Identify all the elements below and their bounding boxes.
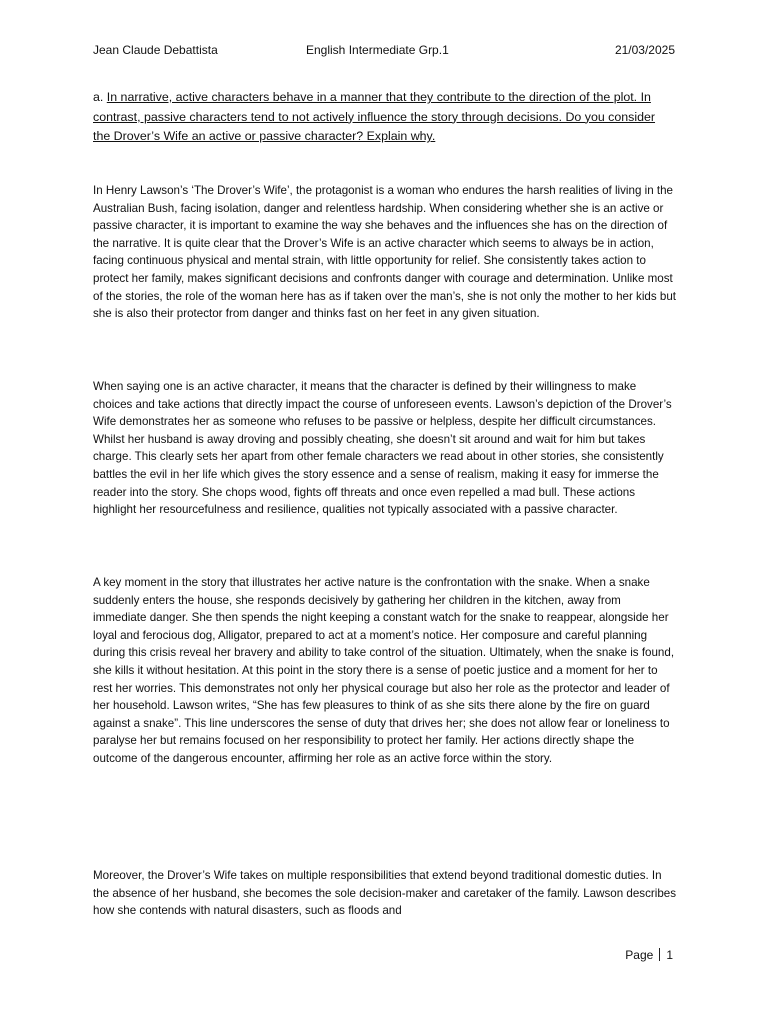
question-prefix: a.	[93, 90, 107, 104]
body-paragraph-1: In Henry Lawson’s ‘The Drover’s Wife’, the protagonist is a woman who endures the harsh realities of living in the Australian Bush, facing isolation, danger and relentless hardship. When considering whether she is an active or passive character, it is important to examine the way she behaves and the influences she has on the direction of the narrative. It is quite clear that the Drover’s Wife is an active character which seems to always be in action, facing continuous physical and mental strain, with little opportunity for relief. She consistently takes action to protect her family, makes significant decisions and confronts danger with courage and determination. Unlike most of the stories, the role of the woman here has as if taken over the man’s, she is not only the mother to her kids but she is also their protector from danger and thinks fast on her feet in any given situation.	[93, 184, 677, 321]
page-header	[93, 43, 675, 61]
question-text: In narrative, active characters behave in a manner that they contribute to the direction of the plot. In contrast, passive characters tend to not actively influence the story through decisions. Do you consider the Drover’s Wife an active or passive character? Explain why.	[93, 90, 656, 143]
page-label: Page	[625, 948, 654, 962]
page-number: 1	[666, 948, 673, 962]
page-footer	[625, 948, 673, 962]
header-date: 21/03/2025	[614, 43, 675, 57]
footer-separator	[659, 948, 660, 961]
body-paragraph-2: When saying one is an active character, it means that the character is defined by their willingness to make choices and take actions that directly impact the course of unforeseen events. Lawson’s depiction of the Drover’s Wife demonstrates her as someone who refuses to be passive or helpless, despite her difficult circumstances. Whilst her husband is away droving and possibly cheating, she doesn’t sit around and wait for him but takes charge. This clearly sets her apart from other female characters we read about in other stories, she consistently battles the evil in her life which gives the story essence and a sense of realism, making it easy for immerse the reader into the story. She chops wood, fights off threats and once even repelled a mad bull. These actions highlight her resourcefulness and resilience, qualities not typically associated with a passive character.	[93, 380, 672, 517]
header-author: Jean Claude Debattista	[93, 43, 218, 57]
body-paragraph-4: Moreover, the Drover’s Wife takes on multiple responsibilities that extend beyond traditional domestic duties. In the absence of her husband, she becomes the sole decision-maker and caretaker of the family. Lawson describes how she contends with natural disasters, such as floods and	[93, 869, 677, 918]
body-paragraph-3: A key moment in the story that illustrates her active nature is the confrontation with the snake. When a snake suddenly enters the house, she responds decisively by gathering her children in the kitchen, away from immediate danger. She then spends the night keeping a constant watch for the snake to reappear, alongside her loyal and ferocious dog, Alligator, prepared to act at a moment’s notice. Her composure and careful planning during this crisis reveal her bravery and ability to take control of the situation. Ultimately, when the snake is found, she kills it without hesitation. At this point in the story there is a sense of poetic justice and a moment for her to rest her worries. This demonstrates not only her physical courage but also her role as the protector and leader of her household. Lawson writes, “She has few pleasures to think of as she sits there alone by the fire on guard against a snake”. This line underscores the sense of duty that drives her; she does not allow fear or loneliness to paralyse her but remains focused on her responsibility to protect her family. Her actions directly shape the outcome of the dangerous encounter, affirming her role as an active force within the story.	[93, 576, 675, 765]
header-course: English Intermediate Grp.1	[306, 43, 449, 57]
question-prompt	[93, 88, 675, 147]
